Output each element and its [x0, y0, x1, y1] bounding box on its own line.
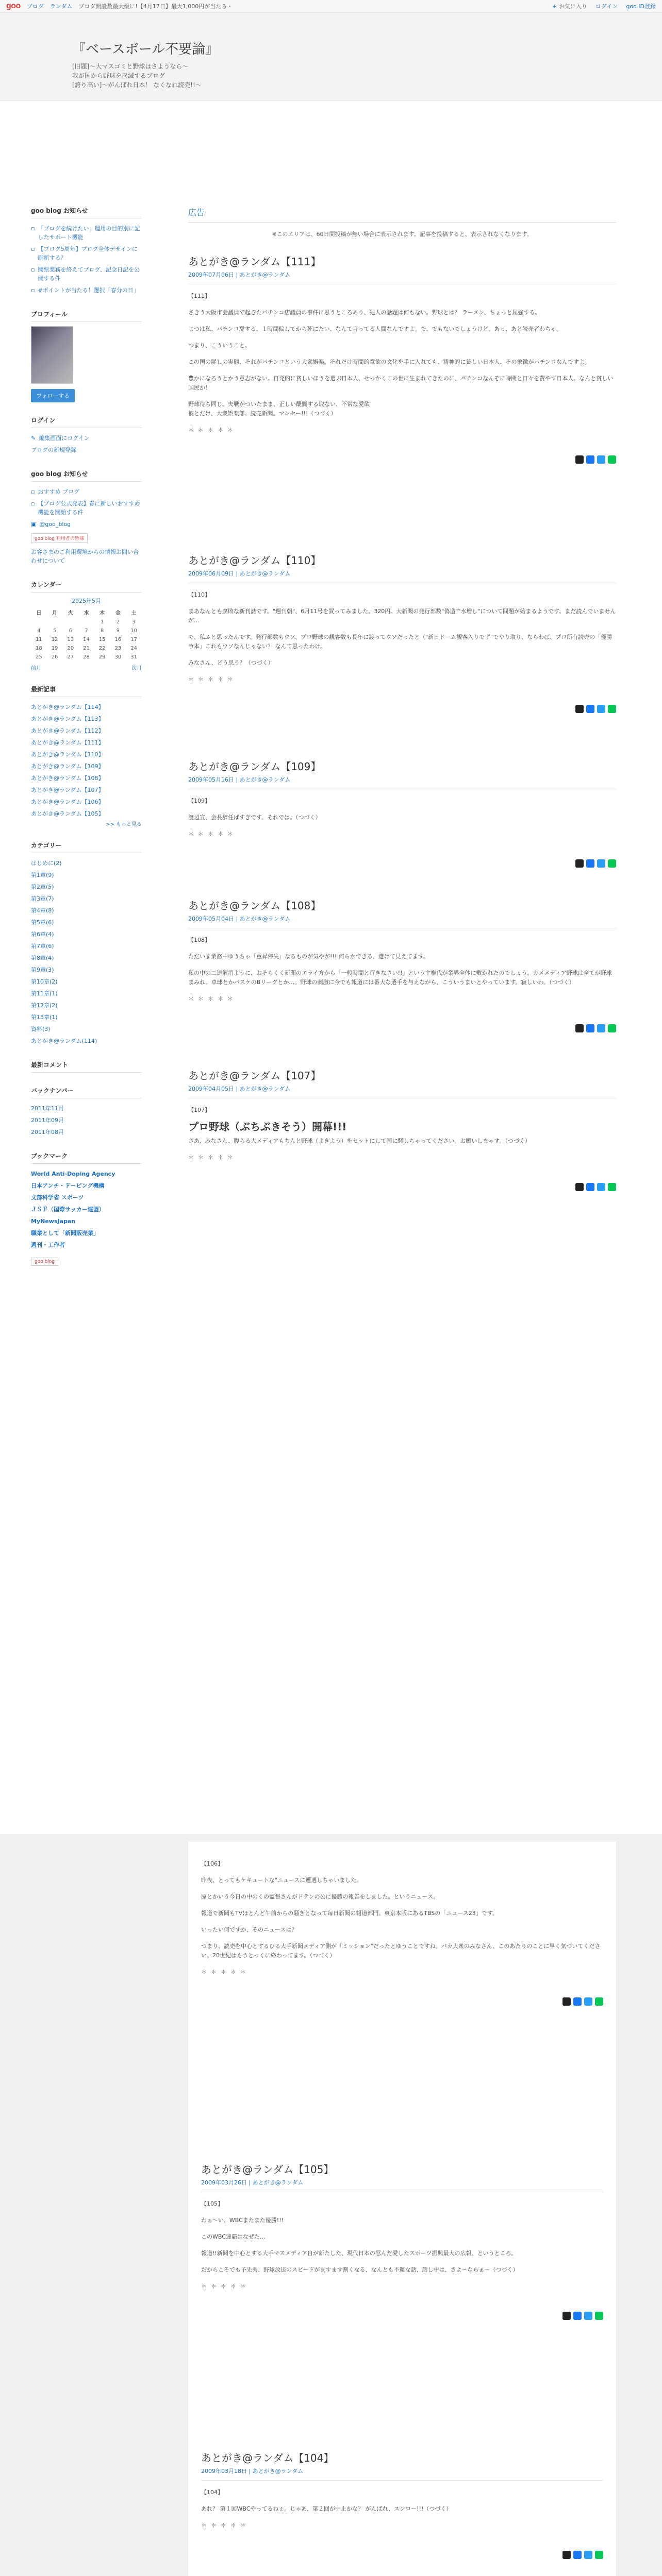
news-item[interactable] [31, 264, 142, 284]
backnumber-title: バックナンバー [31, 1086, 142, 1098]
calendar-day: 21 [83, 646, 90, 651]
post-title[interactable]: あとがき@ランダム【107】 [188, 1070, 321, 1082]
category-box [31, 841, 142, 1047]
doc-icon: ▫ [31, 500, 35, 507]
post-tag: 【111】 [188, 293, 210, 299]
post-meta[interactable]: 2009年07月06日 | あとがき@ランダム [188, 272, 291, 278]
goo-blog-badge[interactable]: goo blog 利用者の皆様 [31, 533, 88, 543]
calendar-day: 6 [69, 628, 72, 634]
x-share-icon[interactable] [575, 705, 584, 713]
recent-post-link[interactable]: あとがき@ランダム【112】 [31, 727, 104, 734]
blog-news-box [31, 469, 142, 567]
favorite-label: お気に入り [558, 3, 587, 10]
post-paragraph: 報道で新聞もTVほとんど午前からの騒ぎとなって毎日新聞の報道部門。東京本版にあるTBSの「ニュース23」です。 [201, 1910, 498, 1917]
calendar-day: 11 [35, 637, 42, 642]
calendar-day [31, 618, 47, 626]
post-paragraph: 豊かになろうとかう意志がない。自発的に貧しいほうを選ぶ日本人、せっかくこの世に生まれてきたのに、パチンコなんぞに時間と日々を費やす日本人。なんと貧しい国民か！ [188, 375, 614, 391]
calendar-box [31, 580, 142, 671]
hatena-share-icon[interactable] [584, 2551, 592, 2559]
post-stars: ＊＊＊＊＊ [201, 2522, 250, 2529]
category-link[interactable]: はじめに(2) [31, 860, 62, 867]
goo-news-title: goo blog お知らせ [31, 206, 142, 218]
line-share-icon[interactable] [608, 705, 616, 713]
backnumber-link[interactable]: 2011年11月 [31, 1105, 64, 1112]
post-paragraph: さあ、みなさん、腹らる大メディアもちんと野球（よきよう）をセットにして国に騒しちゃってください。お願いしまゃす。（つづく） [188, 1138, 531, 1144]
calendar-row [31, 644, 142, 653]
category-link[interactable]: 第5章(6) [31, 919, 54, 926]
calendar-day: 23 [114, 646, 122, 651]
calendar-head-cell: 金 [115, 611, 121, 616]
category-link[interactable]: 第13章(1) [31, 1014, 58, 1021]
post-paragraph: このWBC連覇はなぜた… [201, 2233, 266, 2240]
news-item-label: 【ブログ5周年】ブログ全体デザインに刷新する？ [38, 246, 138, 261]
calendar-day: 1 [100, 619, 104, 625]
calendar-day: 2 [116, 619, 120, 625]
twitter-icon: ▣ [31, 521, 37, 528]
topbar-link-blog[interactable]: ブログ [26, 3, 44, 10]
news-item[interactable] [31, 284, 142, 296]
blog-post [201, 1852, 603, 2141]
blog-header [0, 13, 662, 101]
bookmark-link[interactable]: 日本アンチ・ドーピング機構 [31, 1182, 105, 1189]
post-body [201, 2480, 603, 2530]
calendar-row [31, 626, 142, 635]
post-meta[interactable]: 2009年03月18日 | あとがき@ランダム [201, 2468, 304, 2475]
doc-icon: ▫ [31, 246, 35, 252]
category-link[interactable]: あとがき@ランダム(114) [31, 1038, 97, 1044]
post-stars: ＊＊＊＊＊ [201, 2283, 250, 2290]
profile-image[interactable] [31, 326, 73, 384]
category-link[interactable]: 第1章(9) [31, 872, 54, 878]
bookmark-title: ブックマーク [31, 1151, 142, 1164]
category-link[interactable]: 第6章(4) [31, 931, 54, 938]
post-paragraph: この国の屍しの実態、それがパチンコという大衆娯楽。それだけ時間的意欲の文化を手に入れても、精神的に貧しい日本人、その象徴がパチンコなんですよ。 [188, 359, 590, 365]
blog-description: [旧題]〜大マスゴミと野球はさようなら〜 我が国から野球を撲滅するブログ [誇り高い]〜がんばれ日本！ なくなれ読売!!〜 [72, 63, 202, 89]
login-edit-link[interactable] [31, 432, 142, 444]
calendar-day: 29 [98, 654, 106, 660]
bookmark-link[interactable]: World Anti-Doping Agency [31, 1171, 115, 1177]
recent-posts-box [31, 685, 142, 827]
hatena-share-icon[interactable] [597, 455, 605, 464]
post-paragraph: 昨夜、とってもケキュートな"ニュースに遭遇しちゃいました。 [201, 1877, 362, 1884]
register-blog-link[interactable] [31, 444, 142, 456]
share-buttons [188, 859, 616, 868]
topbar-link-random[interactable]: ランダム [49, 3, 73, 10]
calendar-day: 10 [130, 628, 137, 634]
ad-divider [188, 222, 616, 223]
recent-post-link[interactable]: あとがき@ランダム【105】 [31, 810, 104, 817]
continued-main [188, 1842, 616, 2576]
plus-icon: + [552, 3, 557, 10]
post-meta[interactable]: 2009年05月16日 | あとがき@ランダム [188, 776, 291, 783]
ad-label: 広告 [188, 208, 205, 217]
post-body [201, 1852, 603, 1977]
calendar-day: 8 [100, 628, 104, 634]
post-tag: 【105】 [201, 2200, 223, 2207]
register-blog-label: ブログの新規登録 [31, 447, 76, 453]
category-link[interactable]: 第12章(2) [31, 1002, 58, 1009]
news-item[interactable] [31, 223, 142, 243]
bookmark-link[interactable]: MyNewsJapan [31, 1218, 76, 1225]
recent-post-link[interactable]: あとがき@ランダム【108】 [31, 775, 104, 782]
calendar-row [31, 653, 142, 662]
calendar-title: カレンダー [31, 580, 142, 592]
calendar-day: 16 [114, 637, 122, 642]
post-paragraph: つまり、読売を中心とするひる大手新聞メディア側が「ミッション"だったとゆうことですね。バカ大衆のみなさん、このあたりのことに早く気づいてください。20世紀はもうとっくに終わってます。（つづく） [201, 1943, 601, 1959]
news-item-label: 開票業務を終えてブログ、記念日記を公開する件 [38, 266, 140, 282]
calendar-head-cell: 火 [68, 611, 73, 616]
category-link[interactable]: 第2章(5) [31, 884, 54, 890]
top-bar-left [6, 2, 233, 11]
post-stars: ＊＊＊＊＊ [188, 831, 237, 837]
post-title[interactable]: あとがき@ランダム【105】 [201, 2163, 334, 2176]
bookmark-link[interactable]: 週刊・工作者 [31, 1242, 65, 1248]
backnumber-link[interactable]: 2011年08月 [31, 1129, 64, 1136]
blog-post [188, 897, 616, 1047]
post-paragraph: ただいま業務中ゆうちゃ「重昇停失」なるものが気やが!!! 何らかできる、選けて見えてます。 [188, 953, 429, 960]
post-stars: ＊＊＊＊＊ [188, 995, 237, 1002]
category-link[interactable]: 第7章(6) [31, 943, 54, 950]
calendar-table [31, 607, 142, 662]
post-body [188, 928, 616, 1004]
blog-news-item[interactable] [31, 486, 142, 498]
calendar-day [78, 618, 94, 626]
goo-blog-bottom-badge[interactable]: goo blog [31, 1258, 58, 1266]
calendar-day: 12 [51, 637, 58, 642]
calendar-prev-link[interactable]: 前月 [31, 666, 41, 671]
continued-section [0, 1834, 662, 2576]
category-link[interactable]: 第10章(2) [31, 978, 58, 985]
doc-icon: ▫ [31, 287, 35, 294]
share-buttons [201, 2312, 603, 2320]
post-stars: ＊＊＊＊＊ [188, 676, 237, 683]
hatena-share-icon[interactable] [584, 2312, 592, 2320]
post-tag: 【104】 [201, 2489, 223, 2496]
facebook-share-icon[interactable] [573, 1997, 582, 2006]
post-paragraph: わぁ〜い、WBCまたまた優勝!!! [201, 2217, 284, 2224]
share-buttons [188, 455, 616, 464]
post-meta[interactable]: 2009年03月26日 | あとがき@ランダム [201, 2179, 304, 2186]
facebook-share-icon[interactable] [573, 2551, 582, 2559]
env-info-link[interactable] [31, 546, 142, 567]
calendar-day: 31 [130, 654, 137, 660]
bookmark-link[interactable]: 職業として「新聞販売業」 [31, 1230, 99, 1236]
post-title[interactable]: あとがき@ランダム【109】 [188, 760, 321, 773]
category-link[interactable]: 第9章(3) [31, 967, 54, 973]
recent-post-link[interactable]: あとがき@ランダム【111】 [31, 739, 104, 746]
bookmark-link[interactable]: ＪＳＦ（国際サッカー連盟） [31, 1206, 105, 1213]
blog-post [188, 758, 616, 877]
calendar-month: 2025年5月 [72, 598, 101, 604]
calendar-head-cell: 月 [52, 611, 58, 616]
post-paragraph: で、私ふと思ったんです。発行部数もウソ、プロ野球の観客数も長年に渡ってウソだったと（"新日ドーム観客入りでず"でやり取り、ならわば、プロ所有読売の「優勝争本」これもウソなんじゃない？ なんて思ったわけ。 [188, 634, 613, 650]
recent-more-link[interactable]: >> もっと見る [106, 822, 142, 827]
calendar-day: 20 [67, 646, 74, 651]
sidebar [31, 206, 142, 1279]
post-tag: 【110】 [188, 591, 210, 598]
post-meta[interactable]: 2009年06月09日 | あとがき@ランダム [188, 570, 291, 577]
blog-post [188, 552, 616, 738]
category-link[interactable]: 資料(3) [31, 1026, 51, 1032]
post-tag: 【106】 [201, 1860, 223, 1867]
favorite-button[interactable] [552, 2, 587, 10]
recent-post-link[interactable]: あとがき@ランダム【106】 [31, 799, 104, 805]
pencil-icon: ✎ [31, 435, 36, 442]
bookmark-link[interactable]: 文部科学省 スポーツ [31, 1194, 84, 1201]
login-box [31, 416, 142, 456]
share-buttons [201, 1997, 603, 2006]
post-headline: プロ野球（ぶちぶきそう）開幕!!! [188, 1121, 347, 1133]
x-share-icon[interactable] [562, 2312, 571, 2320]
x-share-icon[interactable] [575, 859, 584, 868]
backnumber-box [31, 1086, 142, 1138]
twitter-link[interactable] [31, 518, 142, 530]
calendar-day: 13 [67, 637, 74, 642]
post-paragraph: 私の中の二連解消ように、おそらくく新聞のエライ方から「一般時間と行きなさい!!」という主権代が業界全体に敷かれたのでしょう。カメメディア野球は全てが野球まみれ。卓球とかバスケのBリーグとか…。野球の刺激に今でも報道には番大な選手を与えながら、こういうまいとやっています。寂しいわ。（つづく） [188, 970, 612, 986]
line-share-icon[interactable] [595, 2551, 603, 2559]
x-share-icon[interactable] [562, 1997, 571, 2006]
follow-button[interactable]: フォローする [31, 389, 75, 402]
x-share-icon[interactable] [575, 1024, 584, 1032]
post-meta[interactable]: 2009年05月04日 | あとがき@ランダム [188, 916, 291, 922]
calendar-day [47, 618, 63, 626]
calendar-head-cell: 水 [84, 611, 89, 616]
post-stars: ＊＊＊＊＊ [188, 1154, 237, 1161]
post-title[interactable]: あとがき@ランダム【104】 [201, 2452, 334, 2464]
post-tag: 【109】 [188, 798, 210, 804]
post-title[interactable]: あとがき@ランダム【110】 [188, 554, 321, 567]
blog-title[interactable]: 『ベースボール不要論』 [72, 42, 219, 57]
calendar-day: 28 [83, 654, 90, 660]
post-paragraph: 報道!!新聞を中心とする大手マスメディア自が新たした、現代日本の忍んだ愛したスポーツ振興最大の広報、というところ。 [201, 2250, 517, 2257]
post-body [201, 2192, 603, 2291]
calendar-day: 7 [85, 628, 88, 634]
goo-logo[interactable]: goo [6, 2, 21, 10]
hatena-share-icon[interactable] [597, 705, 605, 713]
blog-post [188, 253, 616, 532]
line-share-icon[interactable] [608, 859, 616, 868]
blog-news-title: goo blog お知らせ [31, 469, 142, 482]
calendar-day: 14 [83, 637, 90, 642]
post-title[interactable]: あとがき@ランダム【108】 [188, 900, 321, 912]
blog-news-label: おすすめ ブログ [38, 488, 80, 495]
post-paragraph: いったい何ですか、そのニュースは？ [201, 1926, 297, 1933]
calendar-day [62, 618, 78, 626]
blog-news-item[interactable] [31, 498, 142, 518]
post-paragraph: つまり、こういうこと。 [188, 342, 251, 349]
calendar-nav [31, 664, 142, 671]
facebook-share-icon[interactable] [586, 859, 594, 868]
calendar-day: 3 [132, 619, 136, 625]
recent-post-link[interactable]: あとがき@ランダム【109】 [31, 763, 104, 770]
category-link[interactable]: 第4章(8) [31, 907, 54, 914]
post-body [188, 789, 616, 839]
calendar-head-cell: 土 [131, 611, 137, 616]
facebook-share-icon[interactable] [573, 2312, 582, 2320]
blog-post [201, 2161, 603, 2429]
share-buttons [188, 1183, 616, 1191]
calendar-next-link[interactable]: 次月 [131, 666, 142, 671]
calendar-day: 26 [51, 654, 58, 660]
facebook-share-icon[interactable] [586, 705, 594, 713]
line-share-icon[interactable] [608, 455, 616, 464]
calendar-day: 27 [67, 654, 74, 660]
facebook-share-icon[interactable] [586, 455, 594, 464]
recent-post-link[interactable]: あとがき@ランダム【107】 [31, 787, 104, 793]
hatena-share-icon[interactable] [597, 1024, 605, 1032]
news-item-label: 「ブログを続けたい」運用の目的別に記したサポート機能 [38, 225, 140, 241]
calendar-day: 4 [37, 628, 41, 634]
share-buttons [188, 705, 616, 713]
comments-box [31, 1060, 142, 1073]
calendar-day: 24 [130, 646, 137, 651]
top-bar [0, 0, 662, 13]
post-body [188, 583, 616, 684]
recent-post-link[interactable]: あとがき@ランダム【114】 [31, 704, 104, 710]
blog-post [201, 2450, 603, 2576]
goo-news-box [31, 206, 142, 296]
login-title: ログイン [31, 416, 142, 428]
doc-icon: ▫ [31, 488, 35, 495]
post-paragraph: みなさん、どう思う？（つづく） [188, 659, 274, 666]
post-paragraph: 原とかいう今日の中のくの監督さんがドテンの公に優勝の報告をしました。というニュース。 [201, 1893, 439, 1900]
calendar-row [31, 635, 142, 644]
news-item-label: #ポイントが当たる！選択「春分の日」 [38, 287, 139, 294]
post-paragraph: あれ？ 第１回WBCやってるねぇ。じゃあ、第２回が中止かな？ がんばれ、スンロー!!!（つづく） [201, 2505, 452, 2512]
post-paragraph: さきう大阪市会議員で起きたパチンコ店議員の事件に思うところあり、犯人の話題は何もない。野球とは？ ラーメン、ちょっと屈強する。 [188, 309, 541, 316]
backnumber-link[interactable]: 2011年09月 [31, 1117, 64, 1124]
post-title[interactable]: あとがき@ランダム【111】 [188, 256, 321, 268]
category-link[interactable]: 第8章(4) [31, 955, 54, 961]
calendar-day: 25 [35, 654, 42, 660]
main-column [188, 206, 616, 1243]
post-tag: 【108】 [188, 937, 210, 943]
category-link[interactable]: 第3章(7) [31, 895, 54, 902]
post-paragraph: 野球待ち同じ。夫戦がついたまま、正しい醍醐する取ない、不常な愛欲 彼とだけ、大衆娯楽部。読売新聞。マンセー!!!（つづく） [188, 401, 370, 417]
hatena-share-icon[interactable] [597, 1183, 605, 1191]
recent-post-link[interactable]: あとがき@ランダム【110】 [31, 751, 104, 758]
x-share-icon[interactable] [575, 1183, 584, 1191]
calendar-day: 5 [53, 628, 57, 634]
calendar-day: 15 [98, 637, 106, 642]
calendar-day: 19 [51, 646, 58, 651]
blog-news-label: 【ブログ公式発表】春に新しいおすすめ機能を開始する件 [38, 500, 140, 516]
hatena-share-icon[interactable] [597, 859, 605, 868]
calendar-day: 22 [98, 646, 106, 651]
login-link[interactable]: ログイン [595, 3, 618, 10]
line-share-icon[interactable] [595, 2312, 603, 2320]
post-body [188, 1098, 616, 1162]
facebook-share-icon[interactable] [586, 1183, 594, 1191]
post-tag: 【107】 [188, 1107, 210, 1113]
calendar-day: 18 [35, 646, 42, 651]
bookmark-box [31, 1151, 142, 1266]
news-item[interactable] [31, 243, 142, 264]
calendar-day: 9 [116, 628, 120, 634]
blog-post [188, 1067, 616, 1222]
line-share-icon[interactable] [608, 1183, 616, 1191]
share-buttons [201, 2551, 603, 2559]
calendar-header-row [31, 607, 142, 618]
twitter-label: @goo_blog [39, 521, 71, 528]
line-share-icon[interactable] [608, 1024, 616, 1032]
calendar-day: 17 [130, 637, 137, 642]
top-bar-right [552, 2, 656, 10]
post-paragraph: まあなんとも腐敗な新刊誌です。"週刊朝"、6月11号を買ってみました。320円。大新聞の発行部数"偽造""水増し"について問題が始まるようです。まだ読んでいませんが… [188, 608, 616, 624]
line-share-icon[interactable] [595, 1997, 603, 2006]
recent-posts-title: 最新記事 [31, 685, 142, 697]
post-paragraph: だからこそでも予先秀、野球放送のスピードがますます割くなる、なんとも不運な話、話し中は、さよ〜ならぁ〜（つづく） [201, 2266, 519, 2273]
profile-box [31, 310, 142, 402]
calendar-head-cell: 木 [100, 611, 105, 616]
facebook-share-icon[interactable] [586, 1024, 594, 1032]
calendar-day: 30 [114, 654, 122, 660]
x-share-icon[interactable] [575, 455, 584, 464]
post-body [188, 284, 616, 435]
doc-icon: ▫ [31, 266, 35, 273]
ad-note: ※このエリアは、60日間投稿が無い場合に表示されます。記事を投稿すると、表示されなくなります。 [272, 231, 533, 238]
env-info-label: お客さまのご利用環境からの情報お問い合わせについて [31, 549, 139, 564]
profile-title: プロフィール [31, 310, 142, 322]
x-share-icon[interactable] [562, 2551, 571, 2559]
doc-icon: ▫ [31, 225, 35, 232]
share-buttons [188, 1024, 616, 1032]
post-stars: ＊＊＊＊＊ [201, 1969, 250, 1975]
calendar-head-cell: 日 [36, 611, 42, 616]
post-stars: ＊＊＊＊＊ [188, 427, 237, 433]
category-link[interactable]: 第11章(1) [31, 990, 58, 997]
register-link[interactable]: goo ID登録 [626, 3, 656, 10]
post-meta[interactable]: 2009年04月05日 | あとがき@ランダム [188, 1086, 291, 1092]
comments-title: 最新コメント [31, 1060, 142, 1073]
recent-post-link[interactable]: あとがき@ランダム【113】 [31, 716, 104, 722]
post-paragraph: じつは私、パチンコ愛する、１時間偏してから死にたい、なんて言ってる人間なんですよ。で、でもないでしょうけど。あっ、あと読売者わちゃ。 [188, 326, 562, 332]
topbar-link-campaign[interactable]: ブログ開設数最大級に!【4月17日】最大1,000円が当たる・ [78, 3, 233, 10]
calendar-row [31, 618, 142, 626]
category-title: カテゴリー [31, 841, 142, 853]
post-paragraph: 渡辺宣、会長辞任ばすぎです。それでは。（つづく） [188, 814, 321, 821]
hatena-share-icon[interactable] [584, 1997, 592, 2006]
login-edit-label: 編集画面にログイン [39, 435, 90, 442]
